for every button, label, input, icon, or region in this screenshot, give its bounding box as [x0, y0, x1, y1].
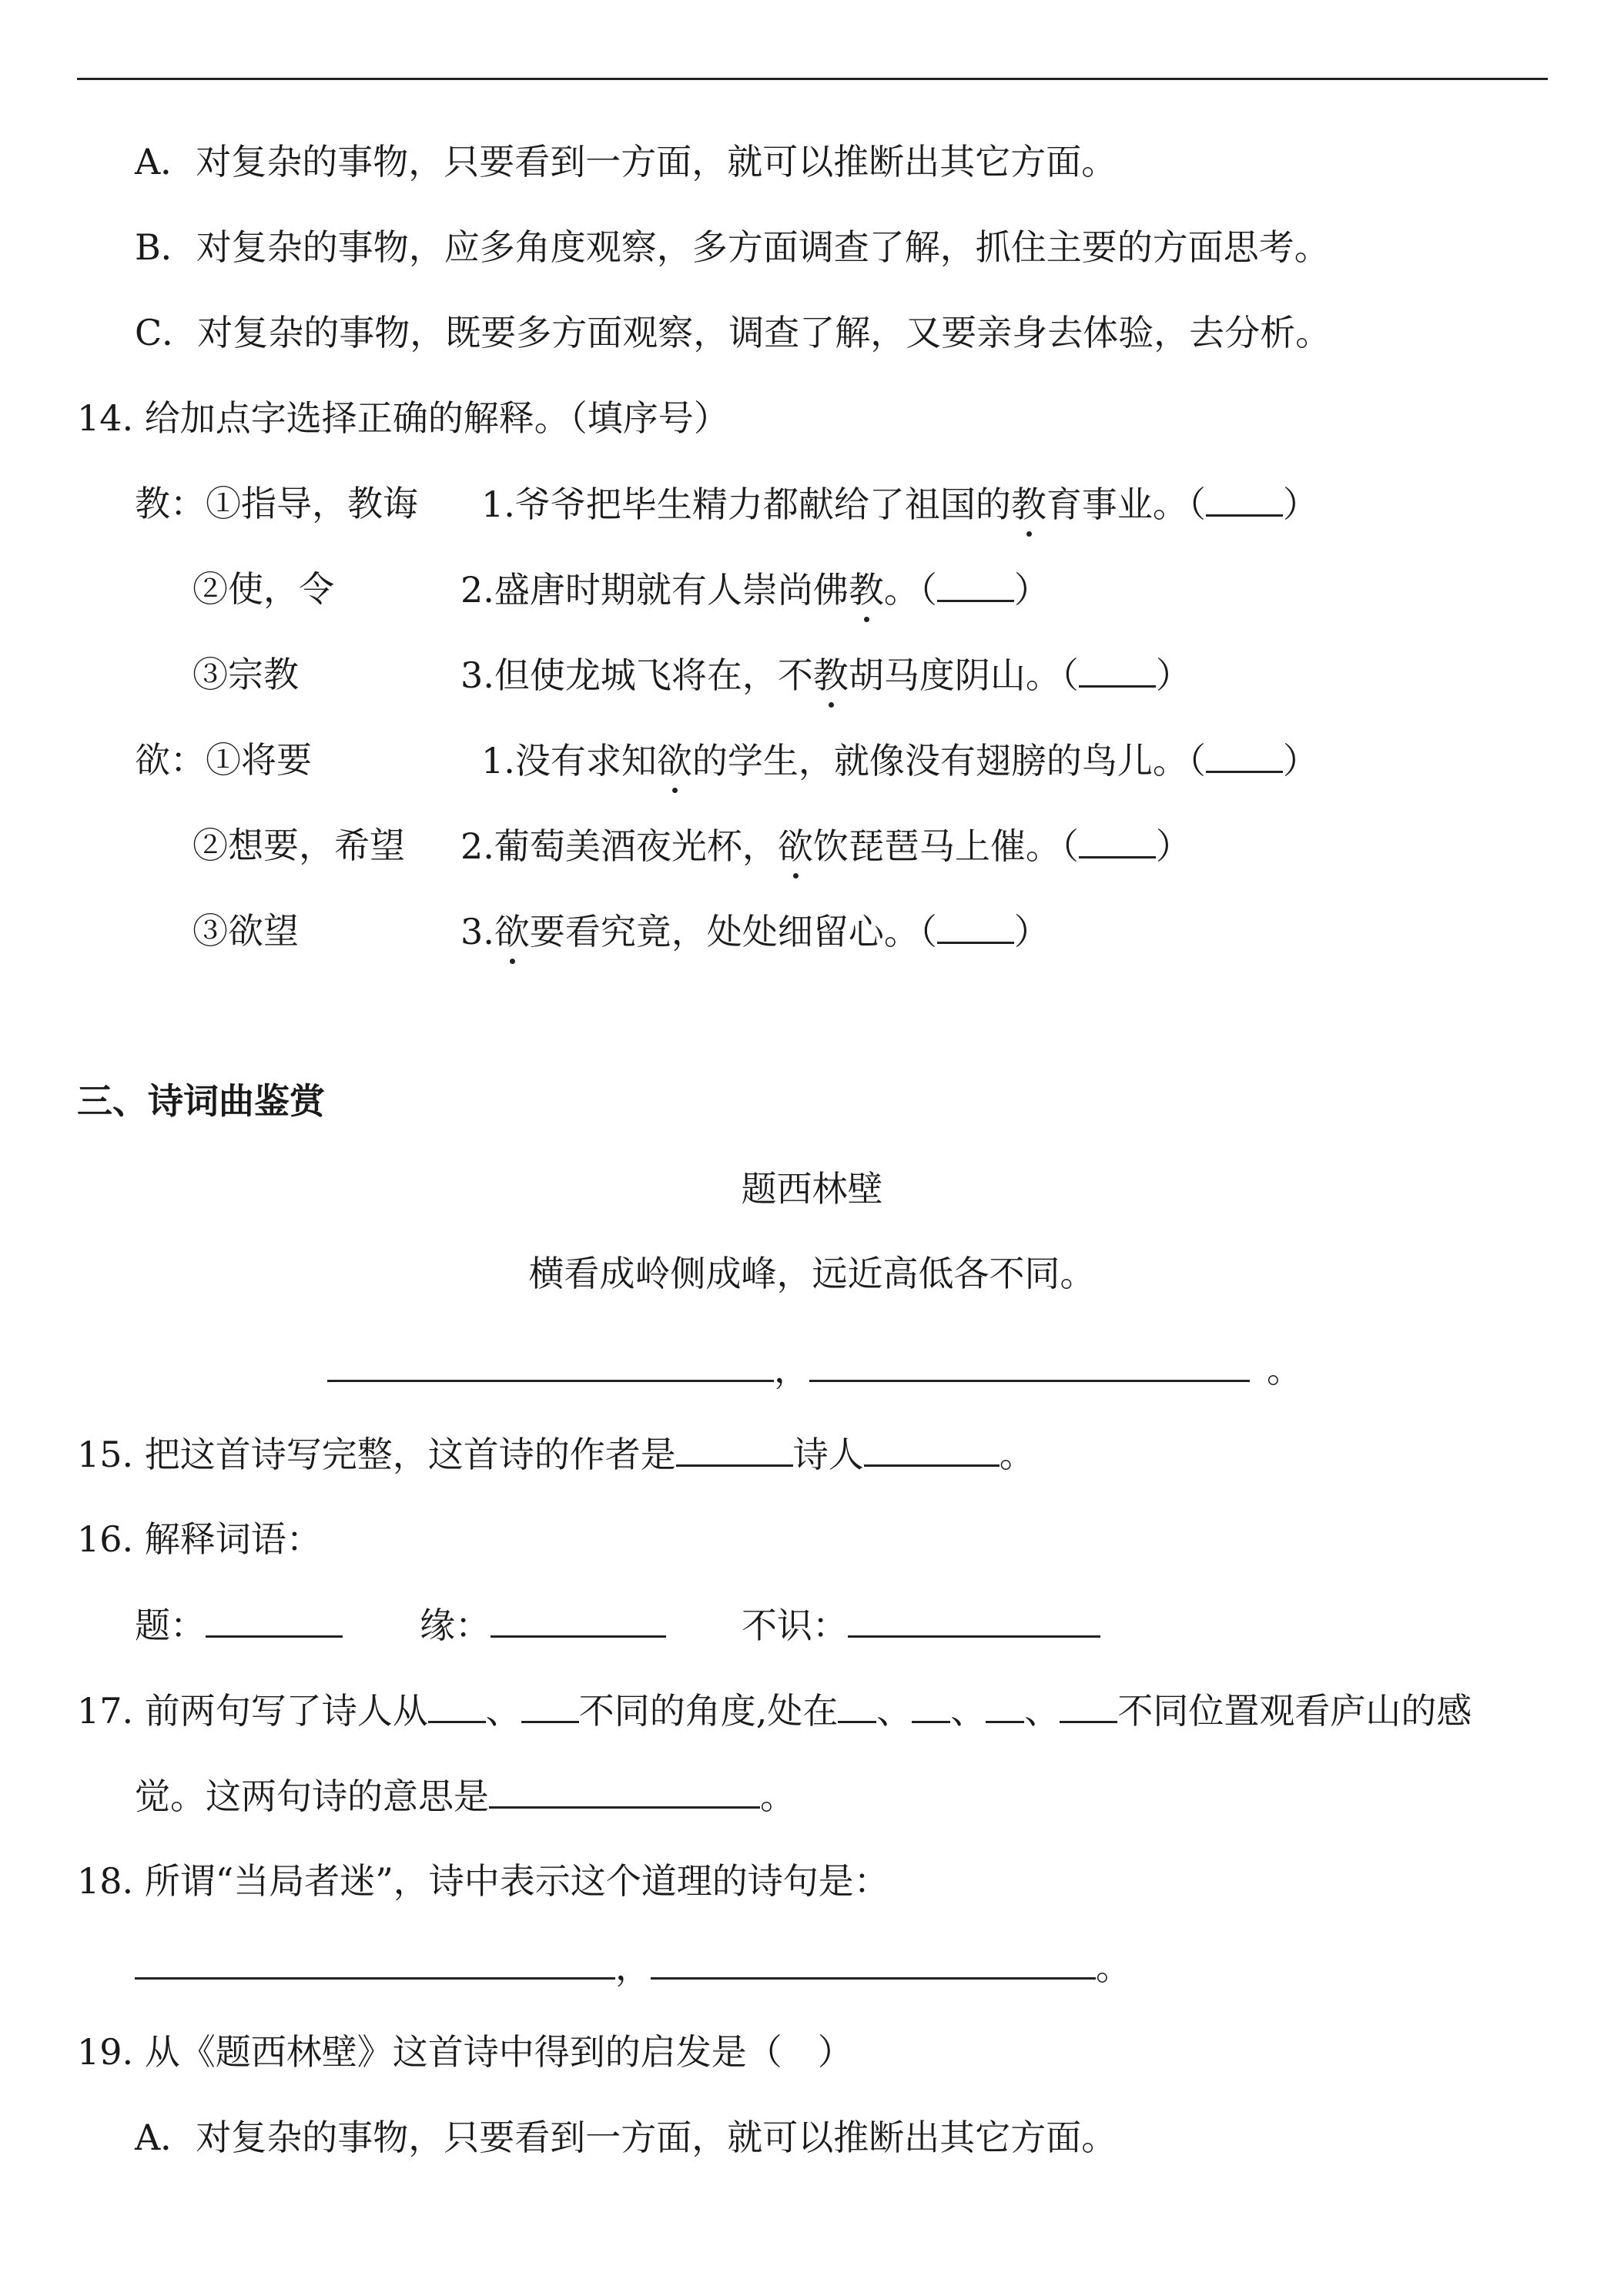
answer-blank[interactable] — [864, 1431, 1000, 1467]
punctuation: 、 — [950, 1690, 986, 1732]
sentence-text: 2.葡萄美酒夜光杯， — [460, 825, 778, 867]
question-text: 15. 把这首诗写完整，这首诗的作者是 — [77, 1434, 676, 1475]
sentence-text: 胡马度阴山。（ — [848, 654, 1079, 696]
answer-blank[interactable] — [428, 1687, 486, 1723]
punctuation: ， — [615, 1946, 651, 1988]
question-text: 诗人 — [792, 1434, 864, 1475]
q18-title: 18. 所谓“当局者迷”，诗中表示这个道理的诗句是： — [77, 1860, 889, 1902]
answer-blank[interactable] — [491, 1602, 666, 1638]
question-text: 不同的角度,处在 — [578, 1690, 839, 1732]
sentence-text: 1.爷爷把毕生精力都献给了祖国的 — [481, 484, 1011, 525]
q14-jiao-word: 教： — [135, 483, 206, 524]
q19-option-a: A．对复杂的事物，只要看到一方面，就可以推断出其它方面。 — [135, 2117, 1117, 2158]
answer-blank[interactable] — [521, 1687, 579, 1723]
punctuation: 。 — [1096, 1946, 1131, 1988]
answer-blank[interactable] — [489, 1772, 760, 1809]
sentence-text: 2.盛唐时期就有人崇尚佛 — [460, 569, 849, 611]
q14-title: 14. 给加点字选择正确的解释。（填序号） — [77, 397, 729, 439]
q19-title: 19. 从《题西林壁》这首诗中得到的启发是（ ） — [77, 2031, 853, 2073]
punctuation: 、 — [876, 1690, 912, 1732]
term-label: 题： — [135, 1605, 206, 1646]
answer-blank[interactable] — [838, 1687, 876, 1723]
section-3-heading: 三、诗词曲鉴赏 — [77, 1080, 325, 1122]
sentence-text: ） — [1155, 825, 1191, 867]
poem-blank-2[interactable] — [809, 1346, 1250, 1382]
answer-blank[interactable] — [1206, 737, 1283, 773]
sentence-text: 3.但使龙城飞将在，不 — [460, 654, 813, 696]
q14-yu-word: 欲： — [135, 739, 206, 781]
sentence-text: ） — [1013, 569, 1050, 611]
answer-blank[interactable] — [651, 1943, 1096, 1980]
term-label: 不识： — [742, 1605, 848, 1646]
sentence-text: 育事业。（ — [1046, 484, 1206, 525]
answer-blank[interactable] — [1206, 480, 1283, 517]
answer-blank[interactable] — [1079, 822, 1156, 858]
q14-jiao-sentence-1 — [481, 480, 1318, 527]
dotted-char: 欲 — [494, 909, 530, 955]
sentence-text: 3. — [460, 911, 494, 952]
q17-line-2 — [135, 1772, 795, 1819]
q14-yu-meaning-1: ①将要 — [206, 739, 312, 781]
q14-jiao-meaning-3: ③宗教 — [193, 654, 299, 695]
q13-option-c: C．对复杂的事物，既要多方面观察，调查了解，又要亲身去体验，去分析。 — [135, 312, 1331, 353]
q14-yu-meaning-3: ③欲望 — [193, 910, 299, 952]
q16-title: 16. 解释词语： — [77, 1518, 322, 1560]
sentence-text: ） — [1282, 740, 1318, 782]
header-rule — [77, 78, 1548, 80]
answer-blank[interactable] — [676, 1431, 793, 1467]
answer-blank[interactable] — [1060, 1687, 1117, 1723]
punctuation: 、 — [485, 1690, 521, 1732]
sentence-text: 饮琵琶马上催。（ — [812, 825, 1079, 867]
sentence-text: 1.没有求知 — [481, 740, 657, 782]
answer-blank[interactable] — [848, 1602, 1100, 1638]
answer-blank[interactable] — [912, 1687, 950, 1723]
question-text: 。 — [760, 1776, 795, 1817]
dotted-char: 欲 — [657, 738, 692, 784]
question-text: 17. 前两句写了诗人从 — [77, 1690, 428, 1732]
q14-yu-row-1 — [135, 737, 312, 783]
sentence-text: ） — [1282, 484, 1318, 525]
q14-jiao-meaning-1: ①指导，教诲 — [206, 483, 418, 524]
dotted-char: 教 — [849, 567, 884, 613]
answer-blank[interactable] — [937, 908, 1014, 944]
q16-terms — [135, 1602, 1100, 1648]
q14-yu-meaning-2: ②想要，希望 — [193, 825, 405, 866]
poem-line-2-blanks — [327, 1346, 1302, 1393]
sentence-text: ） — [1155, 654, 1191, 696]
answer-blank[interactable] — [937, 566, 1014, 602]
question-text: 觉。这两句诗的意思是 — [135, 1776, 489, 1817]
poem-blank-1[interactable] — [327, 1346, 774, 1382]
punctuation: ， — [774, 1349, 809, 1391]
sentence-text: ） — [1013, 911, 1050, 952]
q14-jiao-meaning-2: ②使，令 — [193, 568, 334, 610]
q14-yu-sentence-3 — [460, 908, 1050, 955]
dotted-char: 教 — [1011, 481, 1046, 527]
term-label: 缘： — [420, 1605, 491, 1646]
sentence-text: 的学生，就像没有翅膀的鸟儿。（ — [691, 740, 1206, 782]
sentence-text: 。（ — [883, 569, 937, 611]
dotted-char: 欲 — [778, 823, 813, 869]
poem-title: 题西林壁 — [741, 1168, 883, 1210]
q13-option-b: B．对复杂的事物，应多角度观察，多方面调查了解，抓住主要的方面思考。 — [135, 226, 1330, 268]
answer-blank[interactable] — [986, 1687, 1024, 1723]
poem-line-1: 横看成岭侧成峰，远近高低各不同。 — [528, 1253, 1096, 1294]
answer-blank[interactable] — [206, 1602, 343, 1638]
q14-jiao-sentence-3 — [460, 651, 1191, 698]
q14-jiao-row-1 — [135, 480, 418, 527]
sentence-text: 要看究竟，处处细留心。（ — [529, 911, 937, 952]
question-text: 。 — [999, 1434, 1035, 1475]
q13-option-a: A．对复杂的事物，只要看到一方面，就可以推断出其它方面。 — [135, 141, 1117, 182]
punctuation: 、 — [1024, 1690, 1060, 1732]
punctuation: 。 — [1267, 1349, 1302, 1391]
q14-jiao-sentence-2 — [460, 566, 1050, 613]
q14-yu-sentence-2 — [460, 822, 1191, 869]
q14-yu-sentence-1 — [481, 737, 1318, 784]
dotted-char: 教 — [813, 652, 849, 698]
q15 — [77, 1431, 1035, 1478]
q18-blanks — [135, 1943, 1131, 1990]
answer-blank[interactable] — [135, 1943, 615, 1980]
question-text: 不同位置观看庐山的感 — [1117, 1690, 1472, 1732]
answer-blank[interactable] — [1079, 651, 1156, 688]
q17-line-1 — [77, 1687, 1472, 1734]
